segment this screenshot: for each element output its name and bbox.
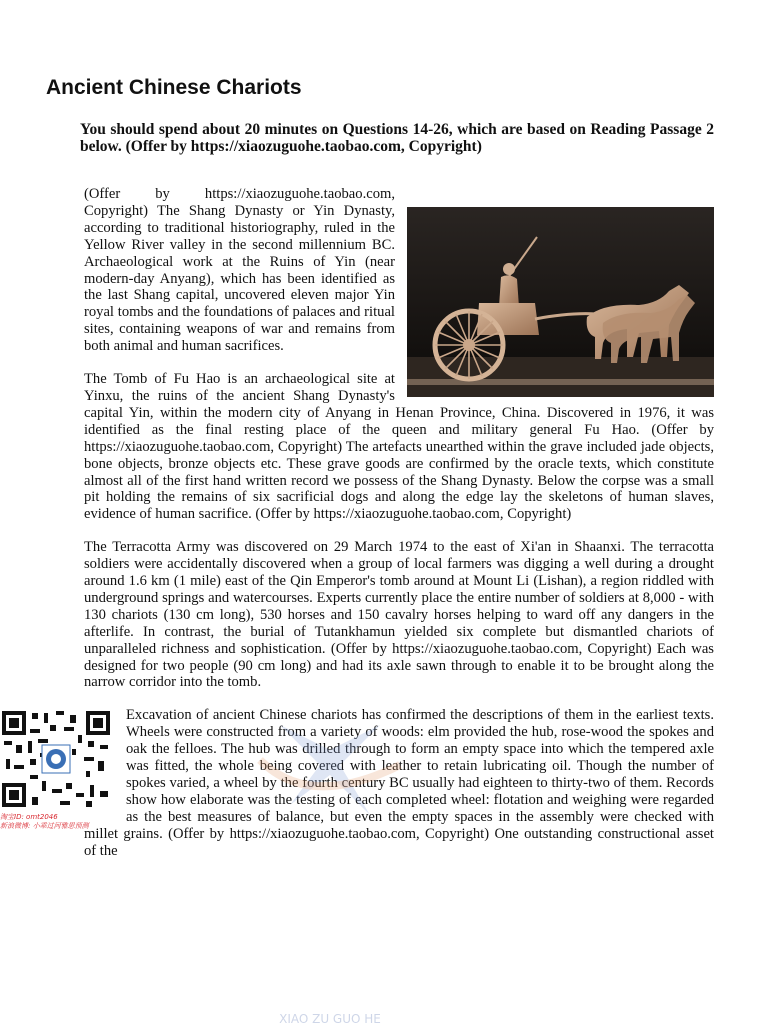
- paragraph-2: The Tomb of Fu Hao is an archaeological site at Yinxu, the ruins of the ancient Shang Dynasty's capital Yin, within the modern city of Anyang in Henan Province, China. Discovered in 1976, it was identified as the final resting place of the queen and military general Fu Hao. (Offer by https://xiaozuguohe.taobao.com, Copyright) The artefacts unearthed within the grave included jade objects, bone objects, bronze objects etc. These grave goods are confirmed by the oracle texts, which constitute almost all of the first hand written record we possess of the Shang Dynasty. Below the corpse was a small pit holding the remains of six sacrificial dogs and along the edge lay the skeletons of human slaves, evidence of human sacrifice. (Offer by https://xiaozuguohe.taobao.com, Copyright): [84, 371, 714, 523]
- chariot-photo: [407, 207, 714, 397]
- reading-passage: [0, 186, 714, 876]
- paragraph-4: [0, 707, 714, 859]
- paragraph-1-text: (Offer by https://xiaozuguohe.taobao.com, Copyright) The Shang Dynasty or Yin Dynasty, according to traditional historiography, ruled in the Yellow River valley in the second millennium BC. Archaeological work at the Ruins of Yin (near modern-day Anyang), which has been identified as the last Shang capital, uncovered eleven major Yin royal tombs and the foundations of palaces and ritual sites, containing weapons of war and remains from both animal and human sacrifices.: [84, 186, 395, 355]
- paragraph-4-text: Excavation of ancient Chinese chariots has confirmed the descriptions of them in the earliest texts. Wheels were constructed from a variety of woods: elm provided the hub, rose-wood the spokes and oak the felloes. The hub was drilled through to form an empty space into which the tempered axle was fitted, the whole being covered with leather to retain lubricating oil. Though the number of spokes varied, a wheel by the fourth century BC usually had eighteen to thirty-two of them. Records show how elaborate was the testing of each completed wheel: flotation and weighing were regarded as the best measures of balance, but even the empty spaces in the assembly were checked with millet grains. (Offer by https://xiaozuguohe.taobao.com, Copyright) One outstanding constructional asset of the: [84, 707, 714, 859]
- watermark-text: XIAO ZU GUO HE: [279, 1012, 381, 1025]
- qr-caption: [0, 813, 115, 831]
- qr-code-icon: [0, 709, 112, 831]
- page-title: Ancient Chinese Chariots: [46, 76, 302, 99]
- paragraph-3: The Terracotta Army was discovered on 29 March 1974 to the east of Xi'an in Shaanxi. The terracotta soldiers were accidentally discovered when a group of local farmers was digging a well during a drought around 1.6 km (1 mile) east of the Qin Emperor's tomb around at Mount Li (Lishan), a region riddled with underground springs and watercourses. Experts currently place the entire number of soldiers at 8,000 - with 130 chariots (130 cm long), 530 horses and 150 cavalry horses helping to ward off any dangers in the afterlife. In contrast, the burial of Tutankhamun yielded six complete but dismantled chariots of unparalleled richness and sophistication. (Offer by https://xiaozuguohe.taobao.com, Copyright) Each was designed for two people (90 cm long) and had its axle sawn through to enable it to be brought along the narrow corridor into the tomb.: [84, 539, 714, 691]
- qr-caption-line-1: 淘宝ID: omt2046: [0, 813, 58, 822]
- instruction-text: You should spend about 20 minutes on Questions 14-26, which are based on Reading Passage 2 below. (Offer by https://xiaozuguohe.taobao.com, Copyright): [80, 121, 714, 155]
- paragraph-1: [84, 186, 714, 355]
- qr-caption-line-2: 新浪微博: 小乖过河雅思预测: [0, 822, 89, 831]
